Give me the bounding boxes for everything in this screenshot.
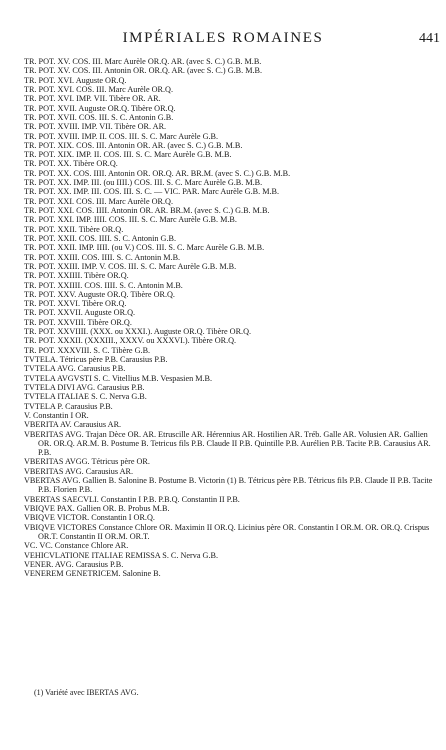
list-item: VBERITAS AVGG. Tétricus père OR. xyxy=(24,457,150,467)
list-item: TR. POT. XVI. IMP. VII. Tibère OR. AR. xyxy=(24,94,161,104)
list-item: TR. POT. XVIII. IMP. VII. Tibère OR. AR. xyxy=(24,122,167,132)
list-item: TR. POT. XXVI. Tibère OR.Q. xyxy=(24,299,127,309)
list-item: VBERTAS AVG. Gallien B. Salonine B. Postume B. Victorin (1) B. Tétricus père P.B. Tétricus fils P.B. Claude II P.B. Tacite P.B. Florien P.B. xyxy=(24,476,433,495)
list-item: TVTELA DIVI AVG. Carausius P.B. xyxy=(24,382,145,392)
list-item: TR. POT. XX. IMP. III. COS. III. S. C. — VIC. PAR. Marc Aurèle G.B. M.B. xyxy=(24,187,280,197)
page-title: IMPÉRIALES ROMAINES xyxy=(122,30,324,46)
list-item: TR. POT. XX. Tibère OR.Q. xyxy=(24,159,118,169)
list-item: VEHICVLATIONE ITALIAE REMISSA S. C. Nerva G.B. xyxy=(24,550,219,560)
list-item: V. Constantin I OR. xyxy=(24,410,89,420)
list-item: TR. POT. XVIII. IMP. II. COS. III. S. C. Marc Aurèle G.B. xyxy=(24,131,219,141)
footnote: (1) Variété avec IBERTAS AVG. xyxy=(34,688,139,697)
list-item: VBERITAS AVG. Trajan Dèce OR. AR. Etruscille AR. Hérennius AR. Hostilien AR. Tréb. Galle AR. Volusien AR. Gallien OR. OR.Q. AR.M. B. Postume B. Tetricus fils P.B. Claude II P.B. Quintille P.B. Aurélien P.B. Tacite P.B. Carausius AR. P.B. xyxy=(24,429,431,458)
list-item: VENEREM GENETRICEM. Salonine B. xyxy=(24,569,161,579)
list-item: TR. POT. XXI. COS. III. Marc Aurèle OR.Q. xyxy=(24,196,174,206)
list-item: TVTELA ITALIAE S. C. Nerva G.B. xyxy=(24,392,147,402)
list-item: TR. POT. XXI. IMP. IIII. COS. III. S. C. Marc Aurèle G.B. M.B. xyxy=(24,215,237,225)
list-item: TR. POT. XXII. COS. IIII. S. C. Antonin G.B. xyxy=(24,233,177,243)
list-item: VBERTAS SAECVLI. Constantin I P.B. P.B.Q. Constantin II P.B. xyxy=(24,494,240,504)
list-item: TR. POT. XXIII. COS. IIII. S. C. Antonin M.B. xyxy=(24,252,181,262)
list-item: TVTELA AVG. Carausius P.B. xyxy=(24,364,126,374)
list-item: TR. POT. XXIIII. COS. IIII. S. C. Antonin M.B. xyxy=(24,280,183,290)
list-item: VBIQVE PAX. Gallien OR. B. Probus M.B. xyxy=(24,504,170,513)
list-item: TVTELA P. Carausius P.B. xyxy=(24,401,113,411)
list-item: TR. POT. XXII. IMP. IIII. (ou V.) COS. III. S. C. Marc Aurèle G.B. M.B. xyxy=(24,243,265,253)
list-item: VBIQVE VICTORES Constance Chlore OR. Maximin II OR.Q. Licinius père OR. Constantin I OR.M. OR. OR.Q. Crispus OR.T. Constantin II OR.M. OR.T. xyxy=(24,522,430,541)
list-item: TR. POT. XXXVIII. S. C. Tibère G.B. xyxy=(24,345,151,355)
list-item: TR. POT. XVI. COS. III. Marc Aurèle OR.Q. xyxy=(24,84,174,94)
list-item: TR. POT. XIX. COS. III. Antonin OR. AR. (avec S. C.) G.B. M.B. xyxy=(24,140,243,150)
page-number: 441 xyxy=(419,31,440,46)
list-item: TVTELA AVGVSTI S. C. Vitellius M.B. Vespasien M.B. xyxy=(24,373,213,383)
page-header xyxy=(0,30,446,50)
list-item: TR. POT. XXXII. (XXXIII., XXXV. ou XXXVI.). Tibère OR.Q. xyxy=(24,336,237,346)
list-item: TVTELA. Tétricus père P.B. Carausius P.B. xyxy=(24,355,168,364)
list-item: TR. POT. XXVIIII. (XXX. ou XXXI.). Auguste OR.Q. Tibère OR.Q. xyxy=(24,327,252,337)
list-item: VENER. AVG. Carausius P.B. xyxy=(24,559,124,569)
entry-list xyxy=(24,57,440,579)
list-item: TR. POT. XVII. COS. III. S. C. Antonin G.B. xyxy=(24,112,174,122)
list-item: TR. POT. XXII. Tibère OR.Q. xyxy=(24,224,124,234)
list-item: TR. POT. XXV. Auguste OR.Q. Tibère OR.Q. xyxy=(24,289,175,299)
list-item: TR. POT. XXIII. IMP. V. COS. III. S. C. Marc Aurèle G.B. M.B. xyxy=(24,261,237,271)
list-item: VBIQVE VICTOR. Constantin I OR.Q. xyxy=(24,513,155,523)
list-item: TR. POT. XVI. Auguste OR.Q. xyxy=(24,75,127,85)
list-item: VC. VC. Constance Chlore AR. xyxy=(24,541,129,551)
list-item: TR. POT. XVII. Auguste OR.Q. Tibère OR.Q. xyxy=(24,103,176,113)
list-item: TR. POT. XIX. IMP. II. COS. III. S. C. Marc Aurèle G.B. M.B. xyxy=(24,150,232,160)
list-item: TR. POT. XXVII. Auguste OR.Q. xyxy=(24,308,136,318)
list-item: TR. POT. XXVIII. Tibère OR.Q. xyxy=(24,317,132,327)
list-item: TR. POT. XXI. COS. IIII. Antonin OR. AR. BR.M. (avec S. C.) G.B. M.B. xyxy=(24,206,270,215)
list-item: VBERITA AV. Carausius AR. xyxy=(24,420,122,430)
list-item: TR. POT. XV. COS. III. Antonin OR. OR.Q. AR. (avec S. C.) G.B. M.B. xyxy=(24,66,263,76)
list-item: TR. POT. XX. COS. IIII. Antonin OR. OR.Q. AR. BR.M. (avec S. C.) G.B. M.B. xyxy=(24,168,291,178)
list-item: TR. POT. XX. IMP. III. (ou IIII.) COS. III. S. C. Marc Aurèle G.B. M.B. xyxy=(24,178,263,188)
list-item: TR. POT. XXIIII. Tibère OR.Q. xyxy=(24,271,129,281)
list-item: VBERITAS AVG. Carausius AR. xyxy=(24,466,134,476)
list-item: TR. POT. XV. COS. III. Marc Aurèle OR.Q. AR. (avec S. C.) G.B. M.B. xyxy=(24,57,262,66)
